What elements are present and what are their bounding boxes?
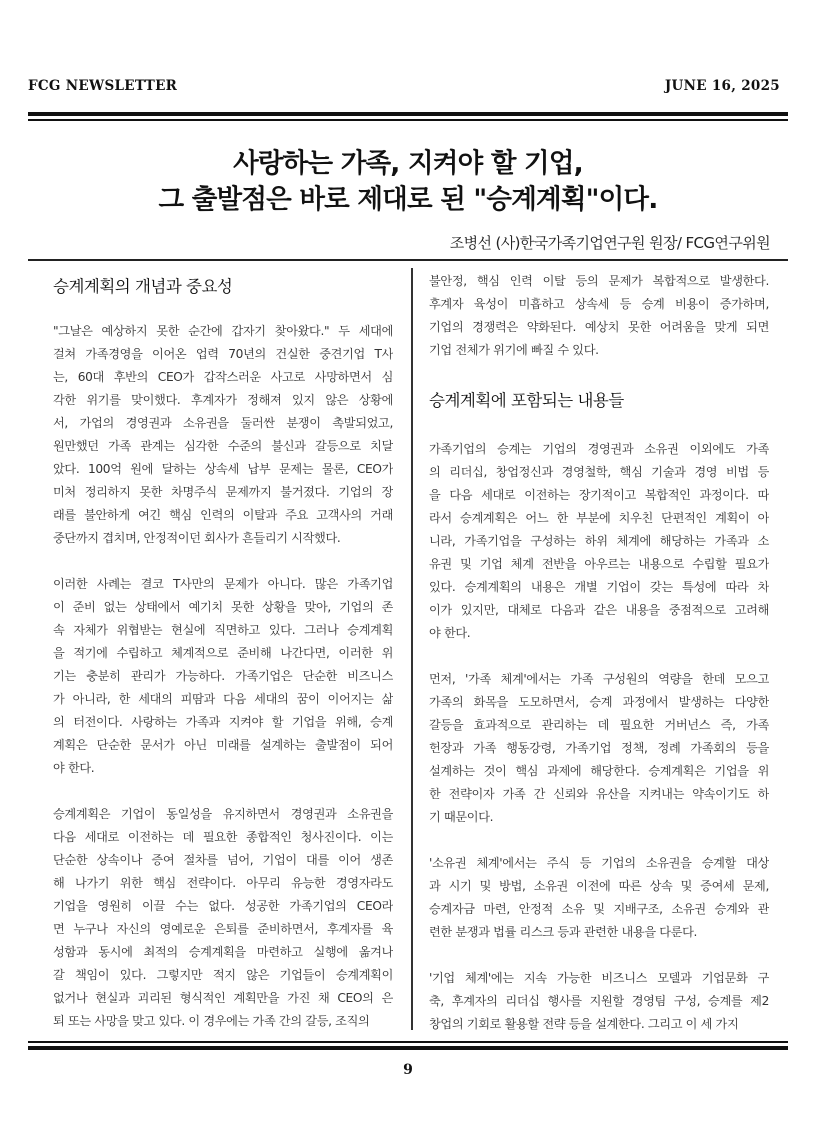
text-line: 창업의 기회로 활용할 전략 등을 설계한다. 그리고 이 세 가지 (429, 1017, 739, 1031)
text-line: 승계계획은 기업이 동일성을 유지하면서 경영권과 소유권을 (53, 807, 393, 821)
section-heading: 승계계획의 개념과 중요성 (53, 277, 233, 296)
text-line: 가족의 화목을 도모하면서, 승계 과정에서 발생하는 다양한 (429, 695, 769, 709)
text-line: 을 다음 세대로 이전하는 장기적이고 복합적인 과정이다. 따 (429, 488, 769, 502)
text-line: 기업을 영원히 이끌 수는 없다. 성공한 가족기업의 CEO라 (53, 899, 393, 913)
text-line: 불안정, 핵심 인력 이탈 등의 문제가 복합적으로 발생한다. (429, 274, 769, 288)
text-line: 는, 60대 후반의 CEO가 갑작스러운 사고로 사망하면서 심 (53, 370, 393, 384)
text-line: 설계하는 것이 핵심 과제에 해당한다. 승계계획은 기업을 위 (429, 764, 769, 778)
text-line: 기는 충분히 관리가 가능하다. 가족기업은 단순한 비즈니스 (53, 669, 393, 683)
text-line: 니라, 가족기업을 구성하는 하위 체계에 해당하는 가족과 소 (429, 534, 769, 548)
right-column (429, 270, 769, 1036)
text-line: 속 자체가 위협받는 현실에 직면하고 있다. 그러나 승계계획 (53, 623, 393, 637)
text-line: 후계자 육성이 미흡하고 상속세 등 승계 비용이 증가하며, (429, 297, 769, 311)
text-line: 야 한다. (53, 761, 95, 775)
text-line: 야 한다. (429, 626, 471, 640)
text-line: 이가 있지만, 대체로 다음과 같은 내용을 중점적으로 고려해 (429, 603, 769, 617)
text-line: 중단까지 겹치며, 안정적이던 회사가 흔들리기 시작했다. (53, 531, 341, 545)
text-line: 가족기업의 승계는 기업의 경영권과 소유권 이외에도 가족 (429, 442, 769, 456)
byline-rule (28, 259, 788, 261)
paragraph (53, 573, 393, 780)
text-line: 이러한 사례는 결코 T사만의 문제가 아니다. 많은 가족기업 (53, 577, 393, 591)
text-line: 이 준비 없는 상태에서 예기치 못한 상황을 맞아, 기업의 존 (53, 600, 393, 614)
text-line: 았다. 100억 원에 달하는 상속세 납부 문제는 물론, CEO가 (53, 462, 393, 476)
text-line: 다음 세대로 이전하는 데 필요한 종합적인 청사진이다. 이는 (53, 830, 393, 844)
text-line: 단순한 상속이나 증여 절차를 넘어, 기업이 대를 이어 생존 (53, 853, 393, 867)
top-thin-rule (28, 119, 788, 121)
text-line: 래를 불안하게 여긴 핵심 인력의 이탈과 주요 고객사의 거래 (53, 508, 393, 522)
byline: 조병선 (사)한국가족기업연구원 원장/ FCG연구위원 (449, 234, 770, 252)
text-line: 갈 책임이 있다. 그렇지만 적지 않은 기업들이 승계계획이 (53, 968, 393, 982)
section-heading: 승계계획에 포함되는 내용들 (429, 391, 624, 410)
article-title (40, 146, 776, 218)
text-line: 원만했던 가족 관계는 심각한 수준의 불신과 갈등으로 치달 (53, 439, 393, 453)
text-line: 라서 승계계획은 어느 한 부분에 치우친 단편적인 계획이 아 (429, 511, 769, 525)
column-divider (411, 268, 413, 1030)
text-line: 계획은 단순한 문서가 아닌 미래를 설계하는 출발점이 되어 (53, 738, 393, 752)
text-line: 기 때문이다. (429, 810, 494, 824)
left-column (53, 270, 393, 1033)
text-line: 승계자금 마련, 안정적 소유 및 지배구조, 소유권 승계와 관 (429, 902, 769, 916)
text-line: '소유권 체계'에서는 주식 등 기업의 소유권을 승계할 대상 (429, 856, 769, 870)
title-line: 그 출발점은 바로 제대로 된 "승계계획"이다. (158, 184, 658, 215)
text-line: "그날은 예상하지 못한 순간에 갑자기 찾아왔다." 두 세대에 (53, 324, 393, 338)
text-line: 련한 분쟁과 법률 리스크 등과 관련한 내용을 다룬다. (429, 925, 698, 939)
publication-name: FCG NEWSLETTER (28, 78, 178, 94)
text-line: 면 누구나 자신의 영예로운 은퇴를 준비하면서, 후계자를 육 (53, 922, 393, 936)
paragraph (53, 320, 393, 550)
text-line: 가 아니라, 한 세대의 피땀과 다음 세대의 꿈이 이어지는 삶 (53, 692, 393, 706)
text-line: 해 나가기 위한 핵심 전략이다. 아무리 유능한 경영자라도 (53, 876, 393, 890)
text-line: 한 전략이자 가족 간 신뢰와 유산을 지켜내는 약속이기도 하 (429, 787, 769, 801)
text-line: 있다. 승계계획의 내용은 개별 기업이 갖는 특성에 따라 차 (429, 580, 769, 594)
paragraph (429, 438, 769, 645)
text-line: 의 터전이다. 사랑하는 가족과 지켜야 할 기업을 위해, 승계 (53, 715, 393, 729)
paragraph (429, 967, 769, 1036)
paragraph (53, 803, 393, 1033)
text-line: 유권 및 기업 체계 전반을 아우르는 내용으로 수립할 필요가 (429, 557, 769, 571)
paragraph (429, 852, 769, 944)
text-line: 각한 위기를 맞이했다. 후계자가 정해져 있지 않은 상황에 (53, 393, 393, 407)
text-line: 헌장과 가족 행동강령, 가족기업 정책, 정례 가족회의 등을 (429, 741, 769, 755)
masthead (28, 78, 780, 94)
text-line: 과 시기 및 방법, 소유권 이전에 따른 상속 및 증여세 문제, (429, 879, 769, 893)
text-line: 퇴 또는 사망을 맞고 있다. 이 경우에는 가족 간의 갈등, 조직의 (53, 1014, 370, 1028)
text-line: 축, 후계자의 리더십 행사를 지원할 경영팀 구성, 승계를 제2 (429, 994, 769, 1008)
text-line: 미처 정리하지 못한 차명주식 문제까지 불거졌다. 기업의 장 (53, 485, 393, 499)
top-thick-rule (28, 112, 788, 116)
text-line: 의 리더십, 창업정신과 경영철학, 핵심 기술과 경영 비법 등 (429, 465, 769, 479)
paragraph (429, 668, 769, 829)
text-line: '기업 체계'에는 지속 가능한 비즈니스 모델과 기업문화 구 (429, 971, 769, 985)
text-line: 서, 가업의 경영권과 소유권을 둘러싼 분쟁이 촉발되었고, (53, 416, 393, 430)
text-line: 갈등을 효과적으로 관리하는 데 필요한 거버넌스 즉, 가족 (429, 718, 769, 732)
bottom-thin-rule (28, 1041, 788, 1043)
title-line: 사랑하는 가족, 지켜야 할 기업, (233, 148, 583, 179)
text-line: 먼저, '가족 체계'에서는 가족 구성원의 역량을 한데 모으고 (429, 672, 769, 686)
text-line: 없거나 현실과 괴리된 형식적인 계획만을 가진 채 CEO의 은 (53, 991, 393, 1005)
paragraph (429, 270, 769, 362)
text-line: 걸쳐 가족경영을 이어온 업력 70년의 건실한 중견기업 T사 (53, 347, 393, 361)
text-line: 기업 전체가 위기에 빠질 수 있다. (429, 343, 599, 357)
page-number: 9 (403, 1062, 413, 1078)
text-line: 성함과 동시에 최적의 승계계획을 마련하고 실행에 옮겨나 (53, 945, 393, 959)
text-line: 기업의 경쟁력은 약화된다. 예상치 못한 어려움을 맞게 되면 (429, 320, 769, 334)
issue-date: JUNE 16, 2025 (664, 78, 780, 94)
bottom-thick-rule (28, 1046, 788, 1050)
text-line: 을 적기에 수립하고 체계적으로 준비해 나간다면, 이러한 위 (53, 646, 393, 660)
